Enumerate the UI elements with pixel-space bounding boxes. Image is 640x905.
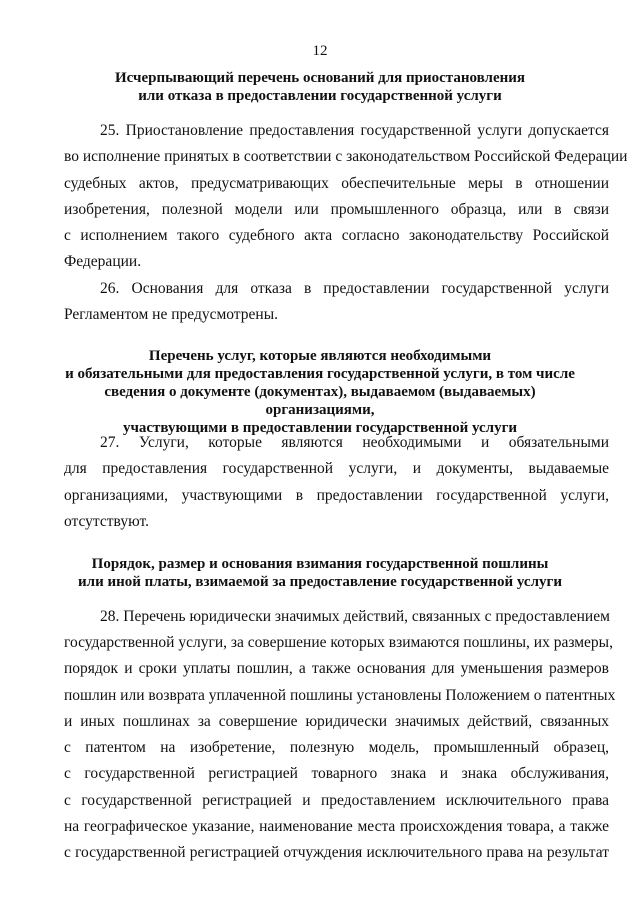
- section-heading: [60, 347, 580, 437]
- heading-line: Перечень услуг, которые являются необходимыми: [148, 348, 492, 364]
- heading-line: или иной платы, взимаемой за предоставление государственной услуги: [78, 574, 562, 590]
- heading-line: участвующими в предоставлении государственной услуги: [122, 420, 518, 436]
- paragraph-line: для предоставления государственной услуги, и документы, выдаваемые: [64, 460, 609, 477]
- paragraph-line: с исполнением такого судебного акта согласно законодательству Российской: [64, 227, 609, 244]
- paragraph-line: на географическое указание, наименование места происхождения товара, а также: [64, 818, 609, 835]
- paragraph-line: 28. Перечень юридически значимых действий, связанных с предоставлением: [100, 608, 610, 625]
- paragraph-line: государственной услуги, за совершение которых взимаются пошлины, их размеры,: [64, 634, 613, 651]
- paragraph-line: Регламентом не предусмотрены.: [64, 306, 278, 323]
- paragraph-line: во исполнение принятых в соответствии с законодательством Российской Федерации: [64, 148, 628, 165]
- paragraph-line: и иных пошлинах за совершение юридически значимых действий, связанных: [64, 713, 609, 730]
- heading-line: Порядок, размер и основания взимания государственной пошлины: [91, 556, 549, 572]
- page-number: 12: [312, 43, 328, 59]
- paragraph-line: отсутствуют.: [64, 513, 149, 530]
- section-heading: [60, 69, 580, 105]
- heading-line: Исчерпывающий перечень оснований для приостановления: [114, 70, 526, 86]
- paragraph-line: с государственной регистрацией и предоставлением исключительного права: [64, 792, 609, 809]
- paragraph-line: 25. Приостановление предоставления государственной услуги допускается: [100, 122, 609, 139]
- paragraph-line: изобретения, полезной модели или промышленного образца, или в связи: [64, 201, 609, 218]
- paragraph-line: пошлин или возврата уплаченной пошлины установлены Положением о патентных: [64, 687, 616, 704]
- paragraph-line: с патентом на изобретение, полезную модель, промышленный образец,: [64, 739, 609, 756]
- section-heading: [60, 555, 580, 591]
- paragraph-line: организациями, участвующими в предоставлении государственной услуги,: [64, 487, 609, 504]
- paragraph-line: с государственной регистрацией отчуждения исключительного права на результат: [64, 844, 609, 861]
- paragraph-line: 26. Основания для отказа в предоставлении государственной услуги: [100, 280, 609, 297]
- paragraph-line: Федерации.: [64, 253, 142, 270]
- heading-line: или отказа в предоставлении государственной услуги: [138, 88, 502, 104]
- paragraph-line: порядок и сроки уплаты пошлин, а также основания для уменьшения размеров: [64, 660, 609, 677]
- heading-line: сведения о документе (документах), выдаваемом (выдаваемых) организациями,: [104, 384, 536, 418]
- paragraph-line: судебных актов, предусматривающих обеспечительные меры в отношении: [64, 175, 609, 192]
- paragraph-line: 27. Услуги, которые являются необходимыми и обязательными: [100, 434, 609, 451]
- paragraph-line: с государственной регистрацией товарного знака и знака обслуживания,: [64, 765, 609, 782]
- heading-line: и обязательными для предоставления государственной услуги, в том числе: [65, 366, 575, 382]
